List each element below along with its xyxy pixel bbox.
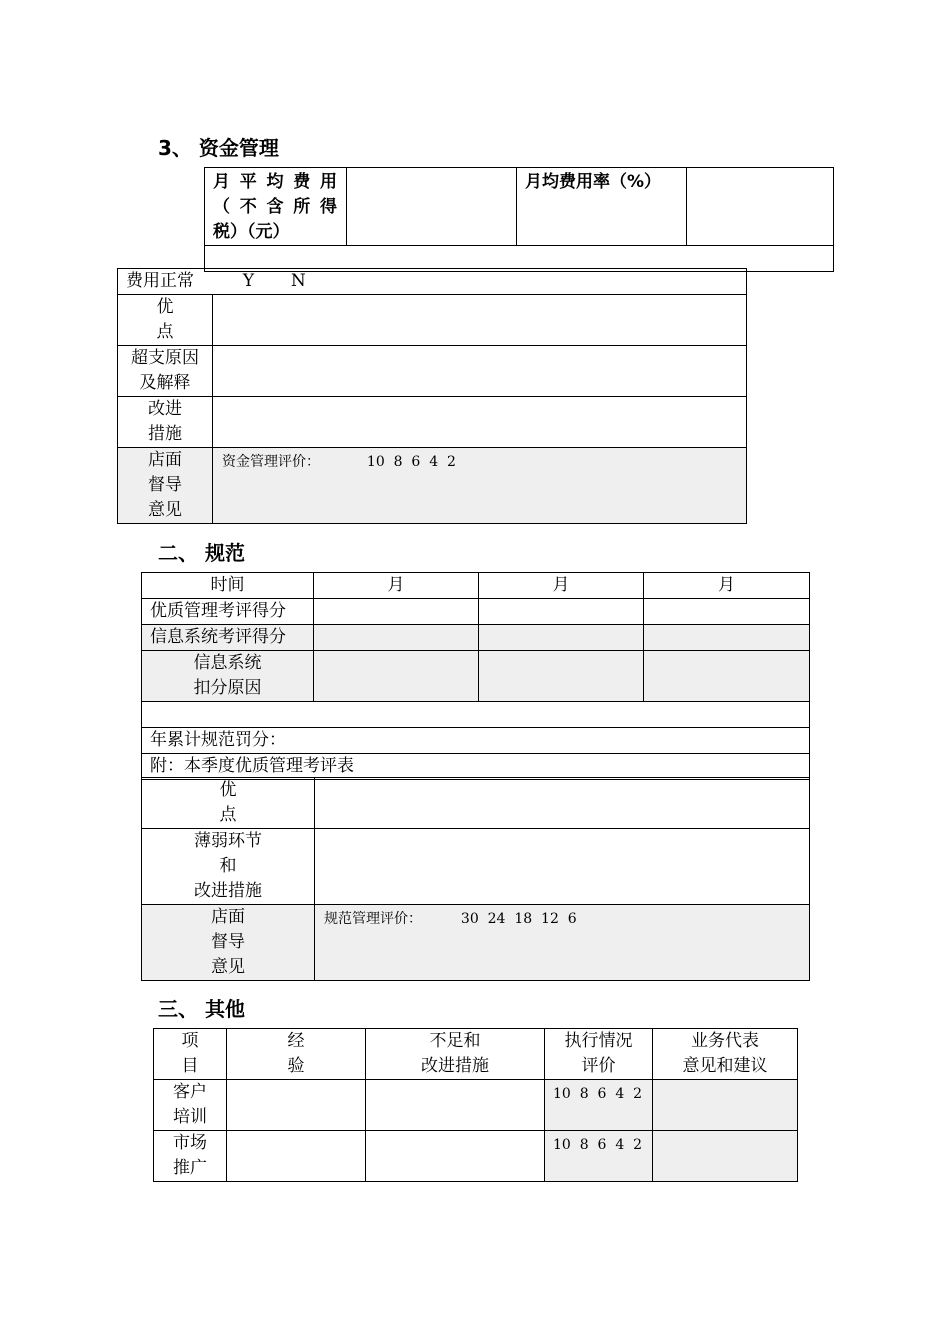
deduction-reason-m1[interactable] bbox=[314, 651, 479, 702]
standards-table bbox=[141, 572, 810, 780]
info-system-score-m2[interactable] bbox=[479, 625, 644, 651]
cost-normal-yes[interactable]: Y bbox=[242, 271, 255, 291]
weakness-label bbox=[142, 829, 315, 905]
customer-training-scale[interactable]: 10 8 6 4 2 bbox=[545, 1080, 653, 1131]
header-month-3: 月 bbox=[644, 573, 810, 599]
header-month-2: 月 bbox=[479, 573, 644, 599]
label-line: 意见和建议 bbox=[682, 1056, 768, 1076]
std-supervisor-opinion-label bbox=[142, 905, 315, 981]
other-table bbox=[153, 1028, 798, 1182]
label-line: 点 bbox=[156, 322, 174, 342]
header-item bbox=[154, 1029, 227, 1080]
header-shortcomings bbox=[366, 1029, 545, 1080]
standards-opinion-table bbox=[141, 777, 810, 981]
fund-detail-table bbox=[117, 268, 747, 524]
info-system-score-m1[interactable] bbox=[314, 625, 479, 651]
label-line: 意见 bbox=[211, 957, 245, 977]
label-line: 月 平 均 费 用 bbox=[213, 172, 338, 192]
label-line: 优 bbox=[156, 297, 174, 317]
label-line: 推广 bbox=[173, 1158, 207, 1178]
label-line: 优 bbox=[219, 780, 237, 800]
label-line: 培训 bbox=[173, 1107, 207, 1127]
weakness-field[interactable] bbox=[315, 829, 810, 905]
supervisor-opinion-label bbox=[118, 448, 213, 524]
label-line: 业务代表 bbox=[691, 1031, 759, 1051]
label-line: 不足和 bbox=[429, 1031, 481, 1051]
customer-training-rep-opinion[interactable] bbox=[653, 1080, 798, 1131]
label-line: 扣分原因 bbox=[193, 678, 262, 698]
std-evaluation-scale[interactable]: 30 24 18 12 6 bbox=[460, 911, 577, 927]
section-title-standards: 二、 规范 bbox=[158, 541, 245, 565]
label-line: 改进措施 bbox=[194, 881, 262, 901]
monthly-cost-rate-label bbox=[517, 168, 687, 246]
deduction-reason-m3[interactable] bbox=[644, 651, 810, 702]
blank-row bbox=[142, 702, 810, 728]
label-line: 和 bbox=[219, 856, 237, 876]
label-line: 改进措施 bbox=[421, 1056, 489, 1076]
label-line: 超支原因 bbox=[131, 348, 199, 368]
label-line: 税）（元） bbox=[213, 222, 290, 242]
label-line: 及解释 bbox=[139, 373, 191, 393]
label-line: （ 不 含 所 得 bbox=[213, 197, 338, 217]
attachment-row: 附：本季度优质管理考评表 bbox=[142, 754, 810, 780]
market-promotion-shortcomings[interactable] bbox=[366, 1131, 545, 1182]
header-experience bbox=[227, 1029, 366, 1080]
advantage-field[interactable] bbox=[213, 295, 747, 346]
std-evaluation-label: 规范管理评价： bbox=[324, 911, 422, 927]
fund-evaluation-field[interactable] bbox=[213, 448, 747, 524]
customer-training-experience[interactable] bbox=[227, 1080, 366, 1131]
fund-evaluation-label: 资金管理评价： bbox=[222, 454, 320, 470]
monthly-avg-cost-value[interactable] bbox=[347, 168, 517, 246]
label-line: 验 bbox=[287, 1056, 305, 1076]
label-line: 点 bbox=[219, 805, 237, 825]
label-line: 市场 bbox=[173, 1133, 207, 1153]
fund-summary-table bbox=[204, 167, 834, 272]
label-line: 意见 bbox=[148, 500, 182, 520]
overspend-reason-label bbox=[118, 346, 213, 397]
label-line: 客户 bbox=[173, 1082, 207, 1102]
cost-normal-label: 费用正常 bbox=[126, 271, 194, 291]
cost-normal-no[interactable]: N bbox=[290, 271, 306, 291]
market-promotion-rep-opinion[interactable] bbox=[653, 1131, 798, 1182]
info-system-score-m3[interactable] bbox=[644, 625, 810, 651]
header-month-1: 月 bbox=[314, 573, 479, 599]
label-line: 目 bbox=[181, 1056, 199, 1076]
quality-score-m2[interactable] bbox=[479, 599, 644, 625]
label-line: 信息系统 bbox=[193, 653, 262, 673]
row-market-promotion-label bbox=[154, 1131, 227, 1182]
label-line: 督导 bbox=[211, 932, 245, 952]
label-line: 项 bbox=[181, 1031, 199, 1051]
monthly-avg-cost-label bbox=[205, 168, 347, 246]
label-line: 措施 bbox=[148, 424, 182, 444]
info-system-score-label: 信息系统考评得分 bbox=[142, 625, 314, 651]
cost-normal-row bbox=[118, 269, 747, 295]
label-text: 月均费用率（%） bbox=[525, 172, 662, 192]
header-execution bbox=[545, 1029, 653, 1080]
fund-evaluation-scale[interactable]: 10 8 6 4 2 bbox=[366, 454, 456, 470]
label-line: 店面 bbox=[211, 907, 245, 927]
label-line: 店面 bbox=[148, 450, 182, 470]
label-line: 督导 bbox=[148, 475, 182, 495]
improvement-label bbox=[118, 397, 213, 448]
label-line: 评价 bbox=[581, 1056, 616, 1076]
section-title-fund-management: 3、 资金管理 bbox=[158, 136, 279, 160]
customer-training-shortcomings[interactable] bbox=[366, 1080, 545, 1131]
market-promotion-scale[interactable]: 10 8 6 4 2 bbox=[545, 1131, 653, 1182]
year-penalty-row[interactable]: 年累计规范罚分： bbox=[142, 728, 810, 754]
advantage-label bbox=[118, 295, 213, 346]
label-line: 薄弱环节 bbox=[194, 831, 262, 851]
std-advantage-label bbox=[142, 778, 315, 829]
header-time: 时间 bbox=[142, 573, 314, 599]
overspend-reason-field[interactable] bbox=[213, 346, 747, 397]
std-advantage-field[interactable] bbox=[315, 778, 810, 829]
label-line: 改进 bbox=[148, 399, 182, 419]
row-customer-training-label bbox=[154, 1080, 227, 1131]
header-rep-opinion bbox=[653, 1029, 798, 1080]
std-evaluation-field[interactable] bbox=[315, 905, 810, 981]
label-line: 执行情况 bbox=[564, 1031, 633, 1051]
deduction-reason-m2[interactable] bbox=[479, 651, 644, 702]
quality-score-m3[interactable] bbox=[644, 599, 810, 625]
market-promotion-experience[interactable] bbox=[227, 1131, 366, 1182]
improvement-field[interactable] bbox=[213, 397, 747, 448]
monthly-cost-rate-value[interactable] bbox=[687, 168, 834, 246]
quality-score-m1[interactable] bbox=[314, 599, 479, 625]
label-line: 经 bbox=[287, 1031, 305, 1051]
deduction-reason-label bbox=[142, 651, 314, 702]
quality-score-label: 优质管理考评得分 bbox=[142, 599, 314, 625]
section-title-other: 三、 其他 bbox=[158, 997, 245, 1021]
